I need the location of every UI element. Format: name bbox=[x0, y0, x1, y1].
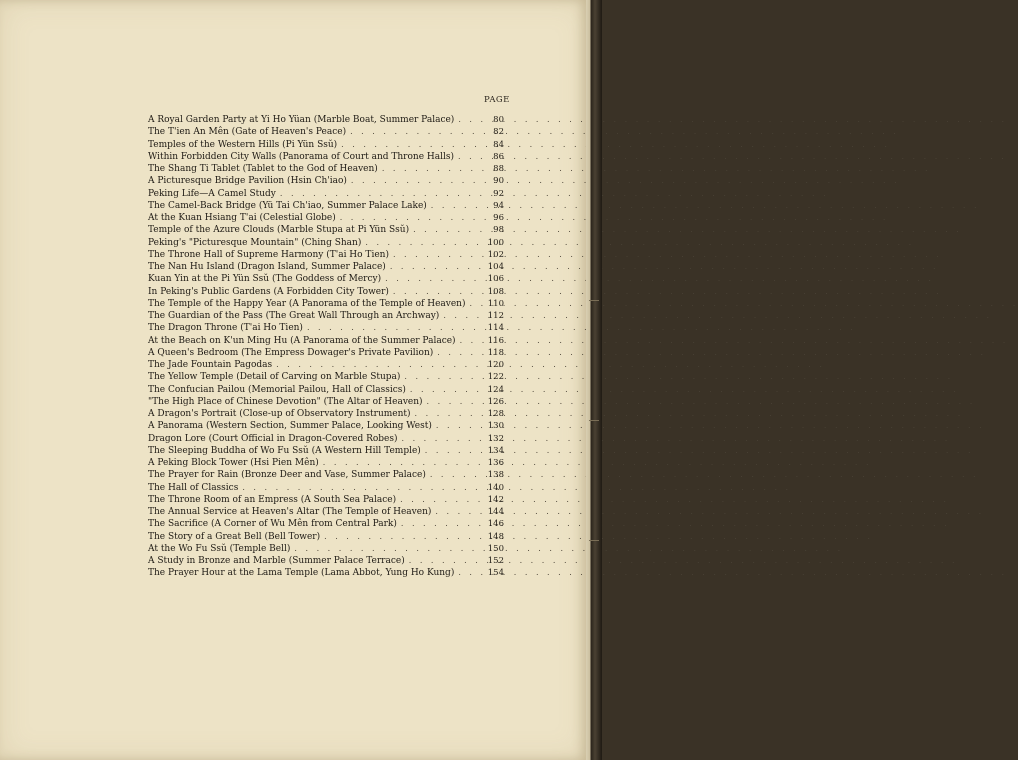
dot-leader bbox=[393, 286, 482, 298]
table-of-contents bbox=[148, 114, 504, 580]
toc-entry-page-number: 82 bbox=[493, 127, 504, 138]
toc-entry-page-number: 90 bbox=[493, 176, 504, 187]
dot-leader bbox=[351, 175, 482, 187]
toc-entry-title: At the Beach on K'un Ming Hu (A Panorama of the Summer Palace) bbox=[148, 335, 456, 346]
toc-entry-page-number: 118 bbox=[487, 347, 504, 358]
toc-entry bbox=[148, 384, 504, 396]
dot-leader bbox=[294, 543, 481, 555]
toc-entry-title: The Hall of Classics bbox=[148, 482, 239, 493]
toc-entry-title: A Dragon's Portrait (Close-up of Observatory Instrument) bbox=[148, 409, 411, 419]
dot-leader bbox=[460, 335, 482, 347]
dot-leader bbox=[431, 200, 482, 212]
dot-leader bbox=[435, 506, 481, 518]
toc-entry bbox=[148, 237, 504, 249]
toc-entry-title: Dragon Lore (Court Official in Dragon-Covered Robes) bbox=[148, 433, 398, 444]
toc-entry bbox=[148, 433, 504, 445]
toc-entry bbox=[148, 543, 504, 555]
toc-entry-page-number: 132 bbox=[487, 433, 504, 444]
toc-entry bbox=[148, 457, 504, 469]
toc-entry-page-number: 146 bbox=[487, 519, 504, 530]
toc-entry-title: Temples of the Western Hills (Pi Yün Ssŭ) bbox=[148, 139, 338, 150]
dot-leader bbox=[382, 163, 482, 175]
toc-entry-title: A Study in Bronze and Marble (Summer Palace Terrace) bbox=[148, 556, 405, 566]
toc-entry-page-number: 102 bbox=[487, 249, 504, 260]
toc-entry-page-number: 112 bbox=[487, 311, 504, 321]
toc-entry-page-number: 80 bbox=[493, 115, 504, 125]
toc-entry-title: A Panorama (Western Section, Summer Palace, Looking West) bbox=[148, 421, 432, 432]
toc-entry-title: Within Forbidden City Walls (Panorama of Court and Throne Halls) bbox=[148, 151, 454, 162]
toc-entry-page-number: 154 bbox=[487, 568, 504, 579]
toc-entry-page-number: 150 bbox=[487, 543, 504, 554]
toc-entry bbox=[148, 347, 504, 359]
toc-entry-title: Temple of the Azure Clouds (Marble Stupa at Pi Yün Ssŭ) bbox=[148, 225, 410, 236]
toc-entry-page-number: 88 bbox=[493, 164, 504, 174]
toc-entry-title: The Camel-Back Bridge (Yü Tai Ch'iao, Summer Palace Lake) bbox=[148, 200, 427, 211]
toc-entry bbox=[148, 555, 504, 567]
toc-entry bbox=[148, 494, 504, 506]
toc-entry bbox=[148, 261, 504, 273]
dot-leader bbox=[324, 531, 482, 543]
page-edge-binding bbox=[586, 0, 602, 760]
binding-thread bbox=[589, 540, 599, 541]
toc-entry-page-number: 114 bbox=[487, 323, 504, 334]
dot-leader bbox=[341, 139, 482, 151]
toc-entry-title: At the Kuan Hsiang T'ai (Celestial Globe) bbox=[148, 213, 336, 223]
dot-leader bbox=[401, 518, 482, 530]
toc-entry-title: Peking's "Picturesque Mountain" (Ching Shan) bbox=[148, 237, 362, 248]
toc-entry-title: In Peking's Public Gardens (A Forbidden City Tower) bbox=[148, 286, 389, 297]
page-column-label: PAGE bbox=[484, 95, 510, 105]
toc-entry-page-number: 106 bbox=[487, 274, 504, 285]
toc-entry-page-number: 110 bbox=[487, 298, 504, 309]
dot-leader bbox=[402, 433, 482, 445]
toc-entry-page-number: 144 bbox=[487, 507, 504, 517]
toc-entry bbox=[148, 310, 504, 322]
dot-leader bbox=[458, 151, 482, 163]
toc-entry bbox=[148, 531, 504, 543]
toc-entry bbox=[148, 335, 504, 347]
toc-entry-title: "The High Place of Chinese Devotion" (The Altar of Heaven) bbox=[148, 396, 423, 407]
toc-entry-page-number: 92 bbox=[493, 188, 504, 199]
toc-entry-page-number: 138 bbox=[487, 470, 504, 481]
dot-leader bbox=[430, 469, 482, 481]
toc-entry-page-number: 148 bbox=[487, 531, 504, 542]
toc-entry-title: A Queen's Bedroom (The Empress Dowager's Private Pavilion) bbox=[148, 347, 434, 358]
toc-entry-page-number: 94 bbox=[493, 200, 504, 211]
toc-entry-title: A Peking Block Tower (Hsi Pien Mên) bbox=[148, 458, 319, 468]
dot-leader bbox=[404, 371, 481, 383]
toc-entry-title: Peking Life—A Camel Study bbox=[148, 188, 276, 199]
toc-entry bbox=[148, 175, 504, 187]
dot-leader bbox=[307, 322, 482, 334]
toc-entry bbox=[148, 249, 504, 261]
dot-leader bbox=[413, 224, 482, 236]
dot-leader bbox=[458, 114, 482, 126]
toc-entry bbox=[148, 126, 504, 138]
toc-entry bbox=[148, 567, 504, 579]
toc-entry bbox=[148, 420, 504, 432]
toc-entry-page-number: 152 bbox=[487, 556, 504, 566]
toc-entry bbox=[148, 506, 504, 518]
toc-entry-page-number: 100 bbox=[487, 237, 504, 248]
toc-entry bbox=[148, 371, 504, 383]
toc-entry-title: The Temple of the Happy Year (A Panorama of the Temple of Heaven) bbox=[148, 298, 466, 309]
toc-entry bbox=[148, 139, 504, 151]
toc-entry-page-number: 128 bbox=[487, 409, 504, 419]
dot-leader bbox=[409, 555, 482, 567]
dot-leader bbox=[390, 261, 482, 273]
dot-leader bbox=[276, 359, 482, 371]
dot-leader bbox=[340, 212, 482, 224]
toc-entry bbox=[148, 408, 504, 420]
toc-entry bbox=[148, 212, 504, 224]
toc-entry-title: The Throne Room of an Empress (A South Sea Palace) bbox=[148, 494, 397, 505]
toc-entry bbox=[148, 322, 504, 334]
toc-entry-title: A Royal Garden Party at Yi Ho Yüan (Marble Boat, Summer Palace) bbox=[148, 115, 455, 125]
binding-thread bbox=[589, 300, 599, 301]
toc-entry-page-number: 122 bbox=[487, 372, 504, 383]
dot-leader bbox=[443, 310, 481, 322]
toc-entry bbox=[148, 482, 504, 494]
toc-entry-page-number: 142 bbox=[487, 494, 504, 505]
toc-entry-page-number: 98 bbox=[493, 225, 504, 236]
dot-leader bbox=[400, 494, 482, 506]
toc-entry-title: The Nan Hu Island (Dragon Island, Summer Palace) bbox=[148, 262, 386, 272]
toc-entry bbox=[148, 273, 504, 285]
toc-entry-title: The Guardian of the Pass (The Great Wall Through an Archway) bbox=[148, 311, 440, 321]
toc-entry-title: The T'ien An Mên (Gate of Heaven's Peace) bbox=[148, 127, 347, 138]
toc-entry bbox=[148, 298, 504, 310]
toc-entry-title: The Throne Hall of Supreme Harmony (T'ai Ho Tien) bbox=[148, 249, 389, 260]
toc-entry-title: The Sleeping Buddha of Wo Fu Ssŭ (A Western Hill Temple) bbox=[148, 445, 421, 456]
dot-leader bbox=[350, 126, 482, 138]
dot-leader bbox=[437, 347, 482, 359]
toc-entry-page-number: 120 bbox=[487, 360, 504, 370]
toc-entry-page-number: 126 bbox=[487, 396, 504, 407]
dot-leader bbox=[436, 420, 482, 432]
toc-entry-page-number: 116 bbox=[487, 335, 504, 346]
toc-entry bbox=[148, 359, 504, 371]
dot-leader bbox=[415, 408, 482, 420]
dot-leader bbox=[242, 482, 481, 494]
toc-entry bbox=[148, 151, 504, 163]
dot-leader bbox=[470, 298, 482, 310]
toc-entry-page-number: 108 bbox=[487, 286, 504, 297]
toc-entry-title: The Sacrifice (A Corner of Wu Mên from Central Park) bbox=[148, 519, 397, 530]
toc-entry-title: The Dragon Throne (T'ai Ho Tien) bbox=[148, 323, 303, 334]
toc-entry-title: The Prayer Hour at the Lama Temple (Lama Abbot, Yung Ho Kung) bbox=[148, 568, 455, 579]
toc-entry-page-number: 96 bbox=[493, 213, 504, 223]
toc-entry-title: The Confucian Pailou (Memorial Pailou, Hall of Classics) bbox=[148, 384, 406, 395]
dot-leader bbox=[385, 273, 482, 285]
toc-entry bbox=[148, 396, 504, 408]
toc-entry-title: At the Wo Fu Ssŭ (Temple Bell) bbox=[148, 543, 291, 554]
binding-thread bbox=[589, 420, 599, 421]
dot-leader bbox=[393, 249, 482, 261]
dot-leader bbox=[425, 445, 482, 457]
toc-entry-title: Kuan Yin at the Pi Yün Ssŭ (The Goddess of Mercy) bbox=[148, 274, 382, 285]
toc-entry-title: The Jade Fountain Pagodas bbox=[148, 360, 273, 370]
toc-entry-title: The Prayer for Rain (Bronze Deer and Vase, Summer Palace) bbox=[148, 470, 426, 481]
toc-entry bbox=[148, 224, 504, 236]
toc-entry-page-number: 136 bbox=[487, 458, 504, 468]
toc-entry-title: The Shang Ti Tablet (Tablet to the God of Heaven) bbox=[148, 164, 378, 174]
toc-entry-title: The Yellow Temple (Detail of Carving on Marble Stupa) bbox=[148, 372, 401, 383]
toc-entry-page-number: 130 bbox=[487, 421, 504, 432]
toc-entry bbox=[148, 200, 504, 212]
toc-entry-title: The Annual Service at Heaven's Altar (The Temple of Heaven) bbox=[148, 507, 432, 517]
dot-leader bbox=[280, 188, 482, 200]
dot-leader bbox=[458, 567, 481, 579]
toc-entry-page-number: 104 bbox=[487, 262, 504, 272]
dot-leader bbox=[365, 237, 481, 249]
toc-entry-page-number: 124 bbox=[487, 384, 504, 395]
toc-entry bbox=[148, 286, 504, 298]
toc-entry bbox=[148, 163, 504, 175]
toc-entry bbox=[148, 188, 504, 200]
toc-entry bbox=[148, 518, 504, 530]
toc-entry bbox=[148, 445, 504, 457]
toc-entry bbox=[148, 114, 504, 126]
toc-entry bbox=[148, 469, 504, 481]
toc-entry-title: A Picturesque Bridge Pavilion (Hsin Ch'iao) bbox=[148, 176, 347, 187]
dot-leader bbox=[427, 396, 482, 408]
dot-leader bbox=[323, 457, 482, 469]
toc-entry-page-number: 86 bbox=[493, 151, 504, 162]
toc-entry-page-number: 134 bbox=[487, 445, 504, 456]
toc-entry-title: The Story of a Great Bell (Bell Tower) bbox=[148, 531, 321, 542]
toc-entry-page-number: 140 bbox=[487, 482, 504, 493]
toc-entry-page-number: 84 bbox=[493, 139, 504, 150]
dot-leader bbox=[410, 384, 482, 396]
